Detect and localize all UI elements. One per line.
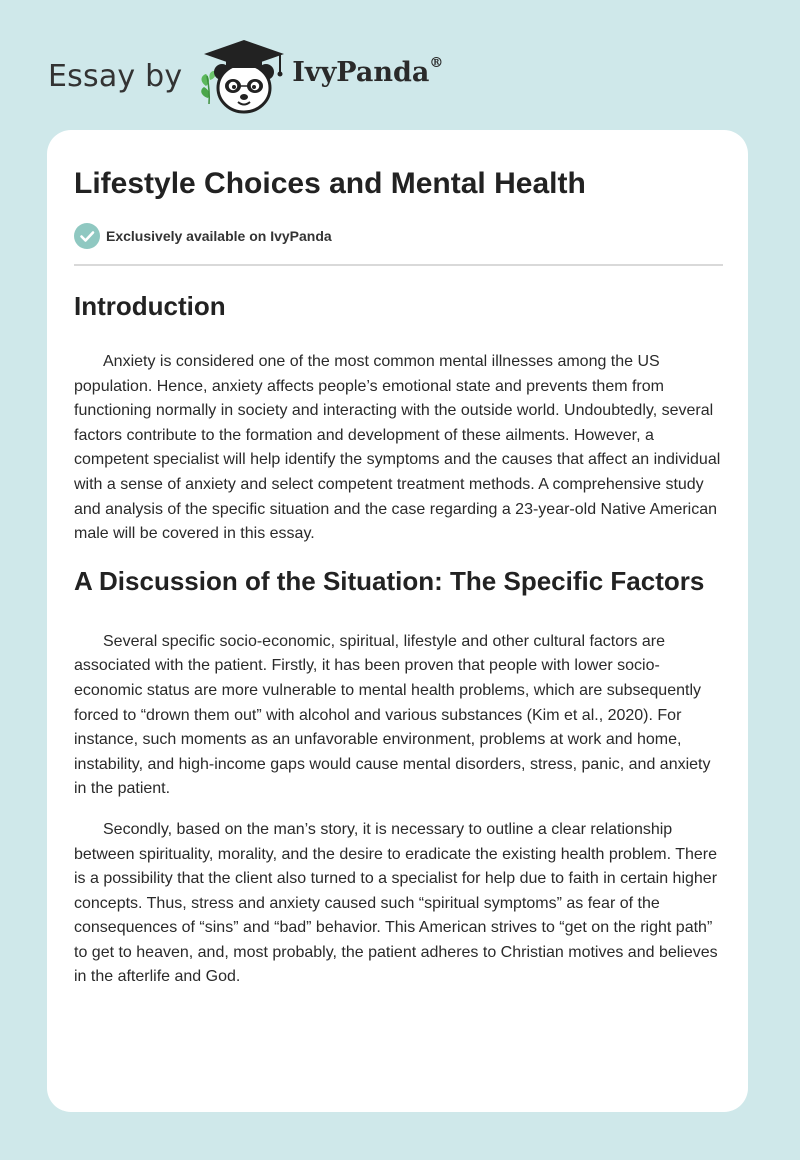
paragraph: Several specific socio-economic, spiritual, lifestyle and other cultural factors are associated with the patient. Firstly, it has been proven that people with lower socio-economic status are more vulnerable to mental health problems, which are subsequently forced to “drown them out” with alcohol and various substances (Kim et al., 2020). For instance, such moments as an unfavorable environment, problems at work and home, instability, and high-income gaps would cause mental disorders, stress, panic, and anxiety in the patient. (74, 632, 711, 798)
title-divider (74, 264, 723, 266)
brand-name[interactable]: IvyPanda® (292, 54, 444, 88)
exclusive-label: Exclusively available on IvyPanda (106, 228, 332, 244)
section-heading-discussion: A Discussion of the Situation: The Specific Factors (74, 565, 705, 596)
registered-mark: ® (429, 54, 444, 71)
essay-content (74, 162, 723, 990)
paragraph: Secondly, based on the man’s story, it is necessary to outline a clear relationship between spirituality, morality, and the desire to eradicate the existing health problem. There is a possibility that the client also turned to a specialist for help due to faith in certain higher concepts. Thus, stress and anxiety caused such “spiritual symptoms” as fear of the consequences of “sins” and “bad” behavior. This American strives to “get on the right path” to get to heaven, and, most probably, the patient adheres to Christian motives and believes in the afterlife and God. (74, 820, 718, 986)
paragraph: Anxiety is considered one of the most common mental illnesses among the US population. Hence, anxiety affects people’s emotional state and prevents them from functioning normally in society and interacting with the outside world. Undoubtedly, several factors contribute to the formation and development of these ailments. However, a competent specialist will help identify the symptoms and the causes that affect an individual with a sense of anxiety and select competent treatment methods. A comprehensive study and analysis of the specific situation and the case regarding a 23-year-old Native American male will be covered in this essay. (74, 353, 721, 543)
essay-by-label: Essay by (48, 58, 183, 94)
checkmark-icon (74, 223, 100, 249)
exclusive-badge (74, 223, 723, 249)
panda-graduation-cap-icon[interactable] (196, 36, 288, 116)
essay-title: Lifestyle Choices and Mental Health (74, 167, 586, 200)
section-heading-introduction: Introduction (74, 291, 226, 321)
essay-card (47, 130, 748, 1112)
site-header (48, 36, 443, 116)
